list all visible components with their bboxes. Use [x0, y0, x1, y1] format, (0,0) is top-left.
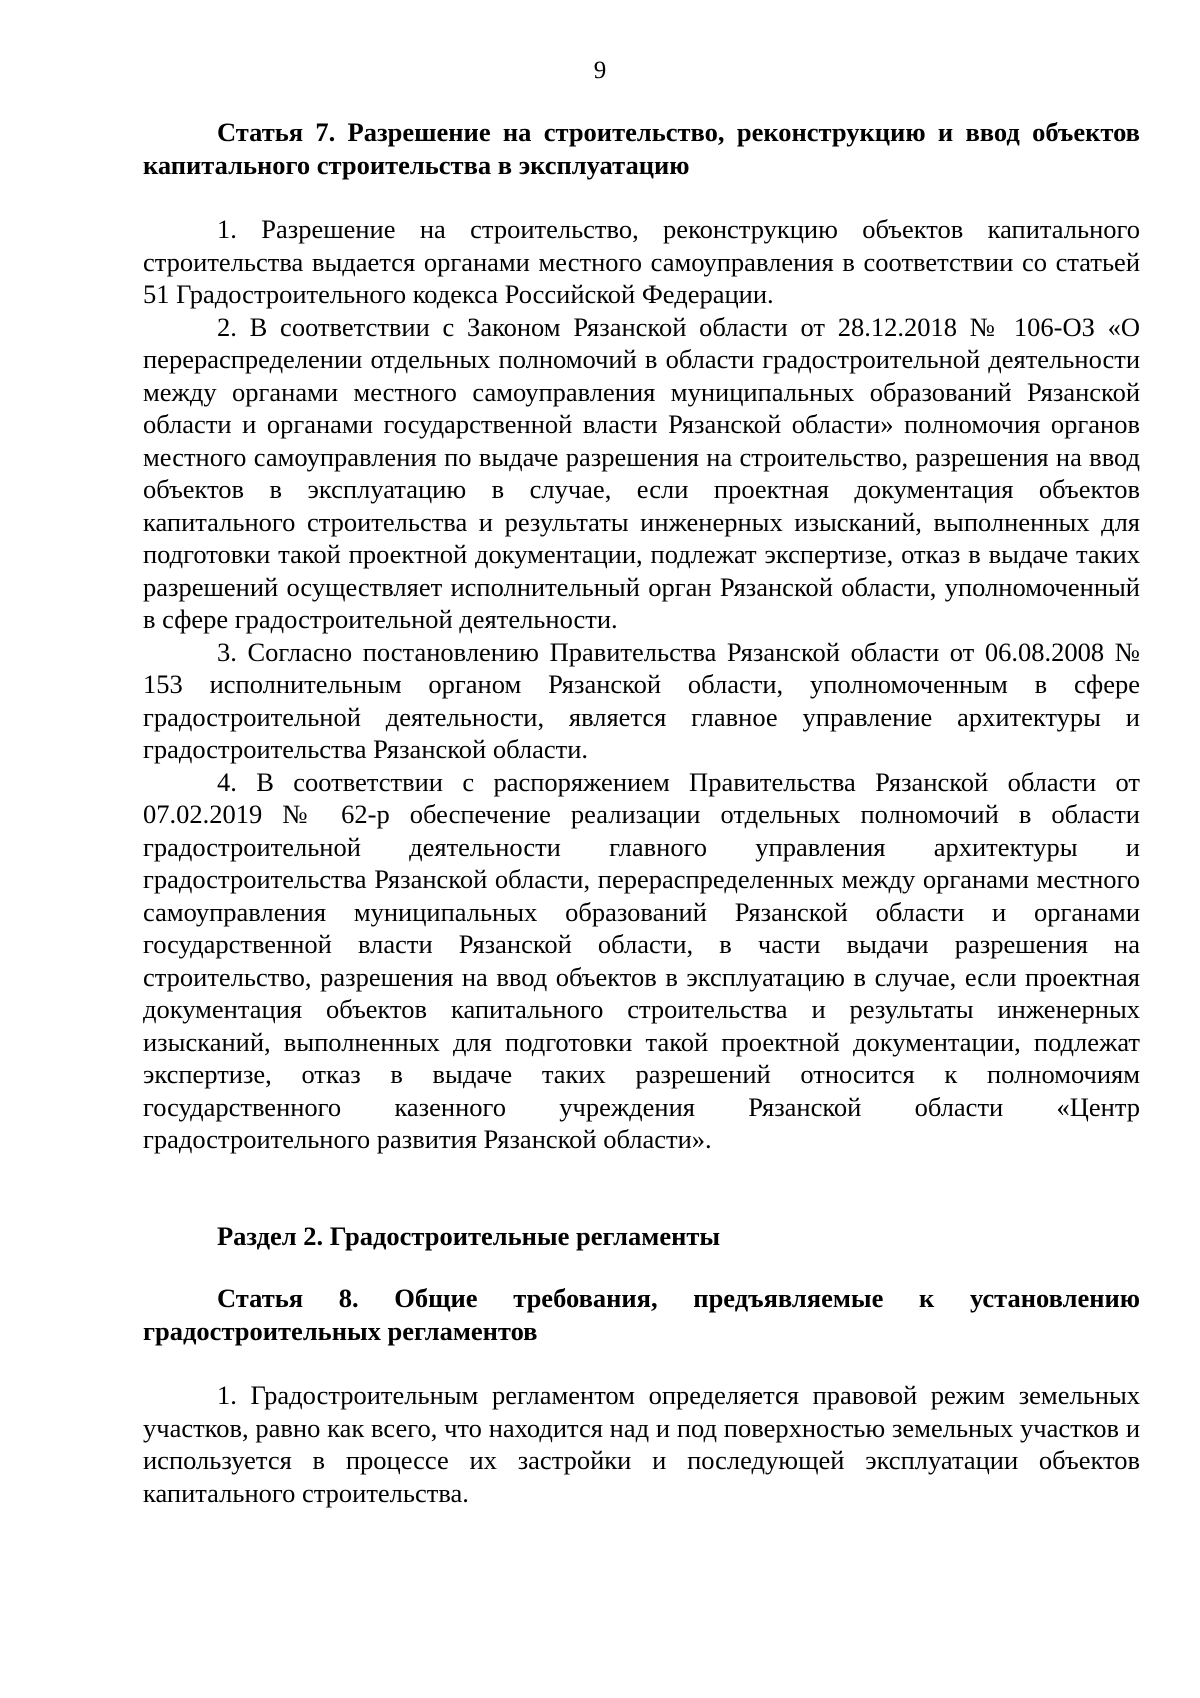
- article-8-title: Статья 8. Общие требования, предъявляемые к установлению градостроительных регламентов: [143, 1283, 1140, 1346]
- spacer: [143, 1156, 1140, 1220]
- article-7-paragraph-2: 2. В соответствии с Законом Рязанской области от 28.12.2018 № 106-ОЗ «О перераспределении отдельных полномочий в области градостроительной деятельности между органами местного самоуправления муниципальных образований Рязанской области и органами государственной власти Рязанской области» полномочия органов местного самоуправления по выдаче разрешения на строительство, разрешения на ввод объектов в эксплуатацию в случае, если проектная документация объектов капитального строительства и результаты инженерных изысканий, выполненных для подготовки такой проектной документации, подлежат экспертизе, отказ в выдаче таких разрешений осуществляет исполнительный орган Рязанской области, уполномоченный в сфере градостроительной деятельности.: [143, 311, 1140, 634]
- spacer: [143, 1252, 1140, 1282]
- article-7-paragraph-4: 4. В соответствии с распоряжением Правительства Рязанской области от 07.02.2019 № 62-р обеспечение реализации отдельных полномочий в области градостроительной деятельности главного управления архитектуры и градостроительства Рязанской области, перераспределенных между органами местного самоуправления муниципальных образований Рязанской области и органами государственной власти Рязанской области, в части выдачи разрешения на строительство, разрешения на ввод объектов в эксплуатацию в случае, если проектная документация объектов капитального строительства и результаты инженерных изысканий, выполненных для подготовки такой проектной документации, подлежат экспертизе, отказ в выдаче таких разрешений относится к полномочиям государственного казенного учреждения Рязанской области «Центр градостроительного развития Рязанской области».: [143, 766, 1140, 1154]
- document-body: [143, 116, 1140, 1509]
- article-7-title: Статья 7. Разрешение на строительство, реконструкцию и ввод объектов капитального строительства в эксплуатацию: [143, 117, 1140, 180]
- article-8-paragraph-1: 1. Градостроительным регламентом определяется правовой режим земельных участков, равно как всего, что находится над и под поверхностью земельных участков и используется в процессе их застройки и последующей эксплуатации объектов капитального строительства.: [143, 1380, 1140, 1508]
- article-7-paragraph-1: 1. Разрешение на строительство, реконструкцию объектов капитального строительства выдается органами местного самоуправления в соответствии со статьей 51 Градостроительного кодекса Российской Федерации.: [143, 214, 1140, 309]
- section-2-title: Раздел 2. Градостроительные регламенты: [217, 1220, 721, 1251]
- spacer: [143, 1347, 1140, 1379]
- spacer: [143, 181, 1140, 213]
- article-7-paragraph-3: 3. Согласно постановлению Правительства Рязанской области от 06.08.2008 № 153 исполнительным органом Рязанской области, уполномоченным в сфере градостроительной деятельности, является главное управление архитектуры и градостроительства Рязанской области.: [143, 636, 1140, 764]
- page-number: 9: [593, 57, 607, 84]
